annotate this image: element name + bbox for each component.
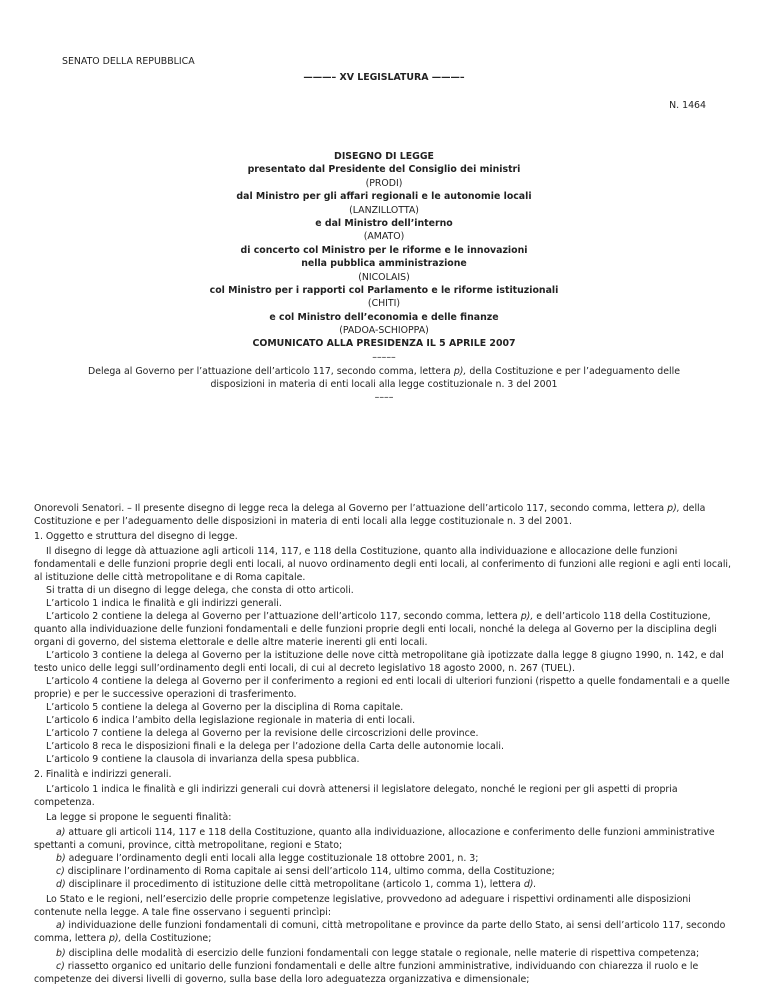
presenter-line: presentato dal Presidente del Consiglio dei ministri [247, 164, 521, 176]
separator: –––– [374, 392, 394, 404]
list-item: a) individuazione delle funzioni fondamentali di comuni, città metropolitane e province da parte dello Stato, ai sensi dell’articolo 117, secondo comma, lettera p), della Costituzione; [34, 920, 726, 944]
list-item: c) disciplinare l’ordinamento di Roma capitale ai sensi dell’articolo 114, ultimo comma, della Costituzione; [56, 866, 555, 877]
paragraph: Lo Stato e le regioni, nell’esercizio delle proprie competenze legislative, provvedono ad adeguare i rispettivi ordinamenti alle disposizioni contenute nella legge. A tale fine osservano i seguenti princìpi: [34, 894, 691, 918]
minister-name: (PADOA-SCHIOPPA) [339, 325, 429, 337]
section-heading: 1. Oggetto e struttura del disegno di legge. [34, 531, 238, 542]
paragraph: L’articolo 8 reca le disposizioni finali e la delega per l’adozione della Carta delle autonomie locali. [46, 741, 505, 752]
minister-line: e col Ministro dell’economia e delle finanze [269, 311, 499, 323]
legislature-title: ———– XV LEGISLATURA ———– [303, 72, 465, 83]
minister-line: e dal Ministro dell’interno [315, 217, 453, 229]
minister-line: col Ministro per i rapporti col Parlamento e le riforme istituzionali [209, 284, 559, 296]
paragraph: L’articolo 7 contiene la delega al Governo per la revisione delle circoscrizioni delle province. [46, 728, 479, 739]
minister-name: (AMATO) [363, 231, 405, 243]
paragraph: Si tratta di un disegno di legge delega, che consta di otto articoli. [46, 585, 354, 596]
paragraph: L’articolo 1 indica le finalità e gli indirizzi generali cui dovrà attenersi il legislatore delegato, nonché le regioni per gli aspetti di propria competenza. [34, 784, 678, 808]
paragraph: L’articolo 3 contiene la delega al Governo per la istituzione delle nove città metropolitane già ipotizzate dalla legge 8 giugno 1990, n. 142, e dal testo unico delle leggi sull’ordinamento degli enti locali, di cui al decreto legislativo 18 agosto 2000, n. 267 (TUEL). [34, 650, 724, 674]
list-item: b) adeguare l’ordinamento degli enti locali alla legge costituzionale 18 ottobre 2001, n. 3; [56, 853, 479, 864]
bill-subject: Delega al Governo per l’attuazione dell’articolo 117, secondo comma, lettera p), della Costituzione e per l’adeguamento delle disposizioni in materia di enti locali alla legge costituzionale n. 3 del 2001 [87, 366, 680, 391]
presenter-name: (PRODI) [365, 177, 403, 189]
paragraph: L’articolo 6 indica l’ambito della legislazione regionale in materia di enti locali. [46, 715, 416, 726]
list-item: a) attuare gli articoli 114, 117 e 118 della Costituzione, quanto alla individuazione, allocazione e conferimento delle funzioni amministrative spettanti a comuni, province, città metropolitane, regioni e Stato; [34, 827, 715, 851]
paragraph: L’articolo 5 contiene la delega al Governo per la disciplina di Roma capitale. [46, 702, 404, 713]
document-number: N. 1464 [669, 100, 706, 111]
list-item: c) riassetto organico ed unitario delle funzioni fondamentali e delle altre funzioni amministrative, individuando con chiarezza il ruolo e le competenze dei diversi livelli di governo, sulla base della loro adeguatezza organizzativa e dimensionale; [34, 961, 699, 985]
minister-line: dal Ministro per gli affari regionali e le autonomie locali [236, 191, 532, 203]
minister-line: di concerto col Ministro per le riforme e le innovazioni [240, 244, 528, 256]
minister-line: nella pubblica amministrazione [301, 258, 467, 270]
paragraph: L’articolo 9 contiene la clausola di invarianza della spesa pubblica. [46, 754, 360, 765]
list-item: b) disciplina delle modalità di esercizio delle funzioni fondamentali con legge statale o regionale, nelle materie di rispettiva competenza; [56, 948, 700, 959]
communication-date: COMUNICATO ALLA PRESIDENZA IL 5 APRILE 2007 [252, 338, 516, 350]
list-item: d) disciplinare il procedimento di istituzione delle città metropolitane (articolo 1, comma 1), lettera d). [56, 879, 537, 890]
paragraph: La legge si propone le seguenti finalità: [46, 812, 232, 823]
bill-title: DISEGNO DI LEGGE [334, 151, 434, 162]
minister-name: (NICOLAIS) [358, 271, 410, 283]
senate-label: SENATO DELLA REPUBBLICA [62, 56, 195, 67]
section-heading: 2. Finalità e indirizzi generali. [34, 769, 172, 780]
paragraph: L’articolo 4 contiene la delega al Governo per il conferimento a regioni ed enti locali di ulteriori funzioni (rispetto a quelle fondamentali e a quelle proprie) e per le successive operazioni di trasferimento. [34, 676, 730, 700]
report-body [34, 502, 736, 986]
intro-paragraph: Onorevoli Senatori. – Il presente disegno di legge reca la delega al Governo per l’attuazione dell’articolo 117, secondo comma, lettera p), della Costituzione e per l’adeguamento delle disposizioni in materia di enti locali alla legge costituzionale n. 3 del 2001. [34, 503, 706, 527]
paragraph: Il disegno di legge dà attuazione agli articoli 114, 117, e 118 della Costituzione, quanto alla individuazione e allocazione delle funzioni fondamentali e delle funzioni proprie degli enti locali, al nuovo ordinamento degli enti locali, al conferimento di funzioni alle regioni e agli enti locali, al istituzione delle città metropolitane e di Roma capitale. [34, 546, 732, 583]
separator: ––––– [372, 351, 396, 363]
paragraph: L’articolo 1 indica le finalità e gli indirizzi generali. [46, 598, 282, 609]
paragraph: L’articolo 2 contiene la delega al Governo per l’attuazione dell’articolo 117, secondo comma, lettera p), e dell’articolo 118 della Costituzione, quanto alla individuazione delle funzioni fondamentali e delle funzioni proprie degli enti locali, nonché la delega al Governo per la disciplina degli organi di governo, del sistema elettorale e delle altre materie inerenti gli enti locali. [34, 611, 717, 648]
minister-name: (LANZILLOTTA) [349, 204, 419, 216]
minister-name: (CHITI) [367, 298, 401, 310]
bill-header [0, 150, 768, 405]
